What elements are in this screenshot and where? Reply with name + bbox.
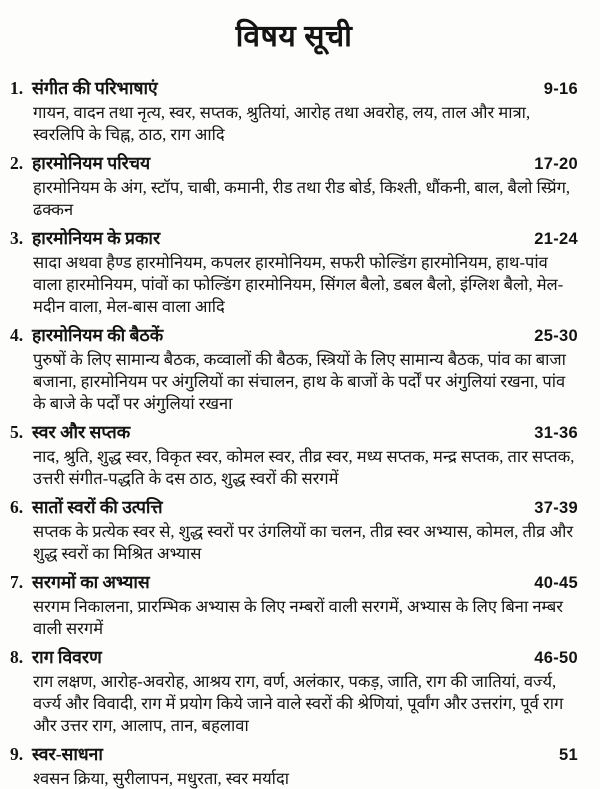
- toc-item-page-range: 37-39: [534, 499, 578, 517]
- toc-item-number: 9.: [10, 744, 24, 764]
- toc-item-description: सरगम निकालना, प्रारम्भिक अभ्यास के लिए नम्बरों वाली सरगमें, अभ्यास के लिए बिना नम्बर वाली सरगमें: [33, 597, 564, 638]
- toc-item-page-range: 21-24: [534, 230, 578, 248]
- toc-item-heading: सातों स्वरों की उत्पत्ति: [32, 497, 163, 517]
- toc-item-page-range: 46-50: [534, 649, 578, 667]
- toc-item-description: हारमोनियम के अंग, स्टॉप, चाबी, कमानी, रीड तथा रीड बोर्ड, किश्ती, धौंकनी, बाल, बैलो स्प्रिंग, ढक्कन: [33, 178, 571, 219]
- toc-item-heading: सरगमों का अभ्यास: [32, 572, 150, 592]
- toc-item-heading: हारमोनियम के प्रकार: [32, 228, 161, 248]
- toc-item-description: पुरुषों के लिए सामान्य बैठक, कव्वालों की बैठक, स्त्रियों के लिए सामान्य बैठक, पांव का बाजा बजाना, हारमोनियम पर अंगुलियों का संचालन, हाथ के बाजों के पर्दों पर अंगुलियां रखना, पांव के बाजे के पर्दों पर अंगुलियां रखना: [33, 350, 566, 413]
- toc-item-header-row: [10, 421, 578, 445]
- toc-item-header-row: [10, 571, 578, 595]
- toc-item-number: 8.: [10, 647, 24, 667]
- toc-item-number: 3.: [10, 228, 24, 248]
- toc-item: [10, 496, 578, 565]
- toc-item-description: राग लक्षण, आरोह-अवरोह, आश्रय राग, वर्ण, अलंकार, पकड़, जाति, राग की जातियां, वर्ज्य, वर्ज्य और विवादी, राग में प्रयोग किये जाने वाले स्वरों की श्रेणियां, पूर्वांग और उत्तरांग, पूर्व राग और उत्तर राग, आलाप, तान, बहलावा: [33, 672, 564, 735]
- toc-item-header-row: [10, 152, 578, 176]
- toc-item-header-row: [10, 646, 578, 670]
- toc-item-description: गायन, वादन तथा नृत्य, स्वर, सप्तक, श्रुतियां, आरोह तथा अवरोह, लय, ताल और मात्रा, स्वरलिपि के चिह्न, ठाठ, राग आदि: [33, 103, 531, 144]
- toc-item-description: सप्तक के प्रत्येक स्वर से, शुद्ध स्वरों पर उंगलियों का चलन, तीव्र स्वर अभ्यास, कोमल, तीव्र और शुद्ध स्वरों का मिश्रित अभ्यास: [33, 522, 574, 563]
- toc-item-header-row: [10, 77, 578, 101]
- toc-item-heading: स्वर-साधना: [32, 744, 103, 764]
- toc-item: [10, 152, 578, 221]
- toc-item-page-range: 9-16: [543, 80, 578, 98]
- toc-item-description: सादा अथवा हैण्ड हारमोनियम, कपलर हारमोनियम, सफरी फोल्डिंग हारमोनियम, हाथ-पांव वाला हारमोनियम, पांवों का फोल्डिंग हारमोनियम, सिंगल बैलो, डबल बैलो, इंग्लिश बैलो, मेल-मदीन वाला, मेल-बास वाला आदि: [33, 253, 564, 316]
- toc-item-heading: राग विवरण: [32, 647, 102, 667]
- toc-item: [10, 324, 578, 415]
- toc-item-description: श्वसन क्रिया, सुरीलापन, मधुरता, स्वर मर्यादा: [33, 769, 289, 788]
- toc-item-heading: स्वर और सप्तक: [32, 422, 131, 442]
- toc-item-number: 4.: [10, 325, 24, 345]
- toc-item-header-row: [10, 324, 578, 348]
- toc-item: [10, 646, 578, 737]
- toc-item-page-range: 51: [559, 746, 578, 764]
- toc-item-page-range: 25-30: [534, 327, 578, 345]
- toc-item: [10, 77, 578, 146]
- toc-item-number: 5.: [10, 422, 24, 442]
- toc-item: [10, 227, 578, 318]
- toc-item-number: 6.: [10, 497, 24, 517]
- toc-item-heading: संगीत की परिभाषाएं: [32, 78, 158, 98]
- toc-item-header-row: [10, 496, 578, 520]
- toc-item: [10, 743, 578, 789]
- toc-item: [10, 421, 578, 490]
- toc-item-page-range: 40-45: [534, 574, 578, 592]
- toc-list: [10, 77, 578, 789]
- toc-item-header-row: [10, 743, 578, 767]
- toc-item: [10, 571, 578, 640]
- toc-item-page-range: 17-20: [534, 155, 578, 173]
- toc-item-description: नाद, श्रुति, शुद्ध स्वर, विकृत स्वर, कोमल स्वर, तीव्र स्वर, मध्य सप्तक, मन्द्र सप्तक, तार सप्तक, उत्तरी संगीत-पद्धति के दस ठाठ, शुद्ध स्वरों की सरगमें: [33, 447, 575, 488]
- toc-item-number: 1.: [10, 78, 24, 98]
- toc-item-heading: हारमोनियम की बैठकें: [32, 325, 164, 345]
- toc-item-number: 2.: [10, 153, 24, 173]
- toc-item-page-range: 31-36: [534, 424, 578, 442]
- toc-item-heading: हारमोनियम परिचय: [32, 153, 151, 173]
- toc-item-header-row: [10, 227, 578, 251]
- toc-item-number: 7.: [10, 572, 24, 592]
- page-title: विषय सूची: [235, 20, 353, 53]
